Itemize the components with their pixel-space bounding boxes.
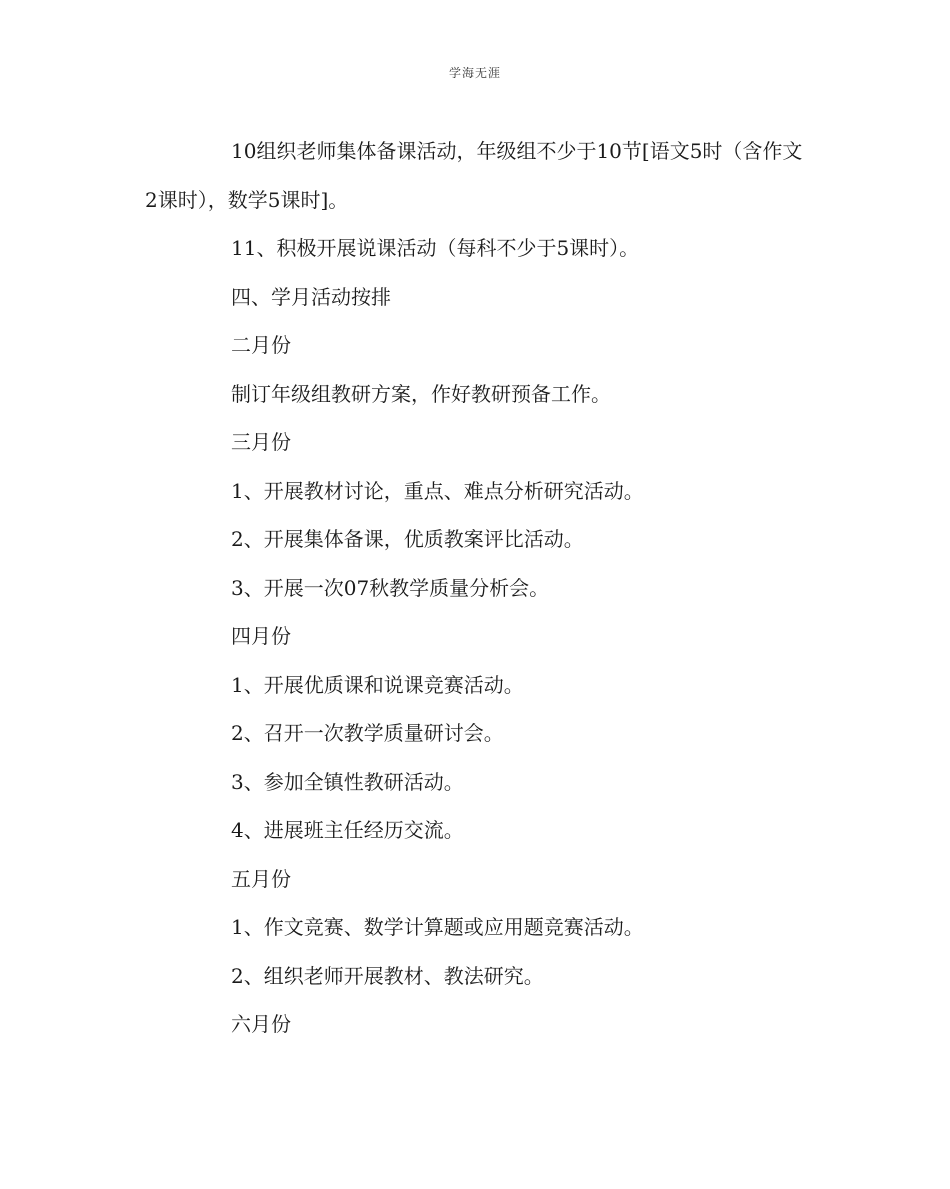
paragraph-lesson-talk: 11、积极开展说课活动（每科不少于5课时）。 bbox=[231, 236, 640, 260]
list-item-april-1: 1、开展优质课和说课竞赛活动。 bbox=[231, 672, 524, 697]
list-item-april-3: 3、参加全镇性教研活动。 bbox=[231, 769, 464, 794]
month-heading-february: 二月份 bbox=[231, 333, 291, 357]
month-heading-march: 三月份 bbox=[231, 430, 291, 454]
month-heading-april: 四月份 bbox=[231, 624, 291, 648]
list-item-april-4: 4、进展班主任经历交流。 bbox=[231, 818, 464, 842]
month-heading-may: 五月份 bbox=[231, 866, 291, 891]
document-body bbox=[145, 127, 815, 1049]
section-heading-monthly-plan: 四、学月活动按排 bbox=[231, 284, 391, 309]
list-item-march-1: 1、开展教材讨论，重点、难点分析研究活动。 bbox=[231, 478, 644, 503]
month-heading-june: 六月份 bbox=[231, 1012, 291, 1036]
list-item-may-2: 2、组织老师开展教材、教法研究。 bbox=[231, 963, 544, 988]
list-item-may-1: 1、作文竞赛、数学计算题或应用题竞赛活动。 bbox=[231, 915, 644, 939]
page-header: 学海无涯 bbox=[448, 66, 501, 80]
paragraph-collective-lesson-prep: 10组织老师集体备课活动，年级组不少于10节[语文5时（含作文2课时），数学5课时]。 bbox=[145, 139, 803, 212]
list-item-april-2: 2、召开一次教学质量研讨会。 bbox=[231, 721, 504, 745]
list-item-march-2: 2、开展集体备课，优质教案评比活动。 bbox=[231, 527, 584, 551]
list-item-march-3: 3、开展一次07秋教学质量分析会。 bbox=[231, 575, 550, 600]
paragraph-february-plan: 制订年级组教研方案，作好教研预备工作。 bbox=[231, 381, 611, 406]
